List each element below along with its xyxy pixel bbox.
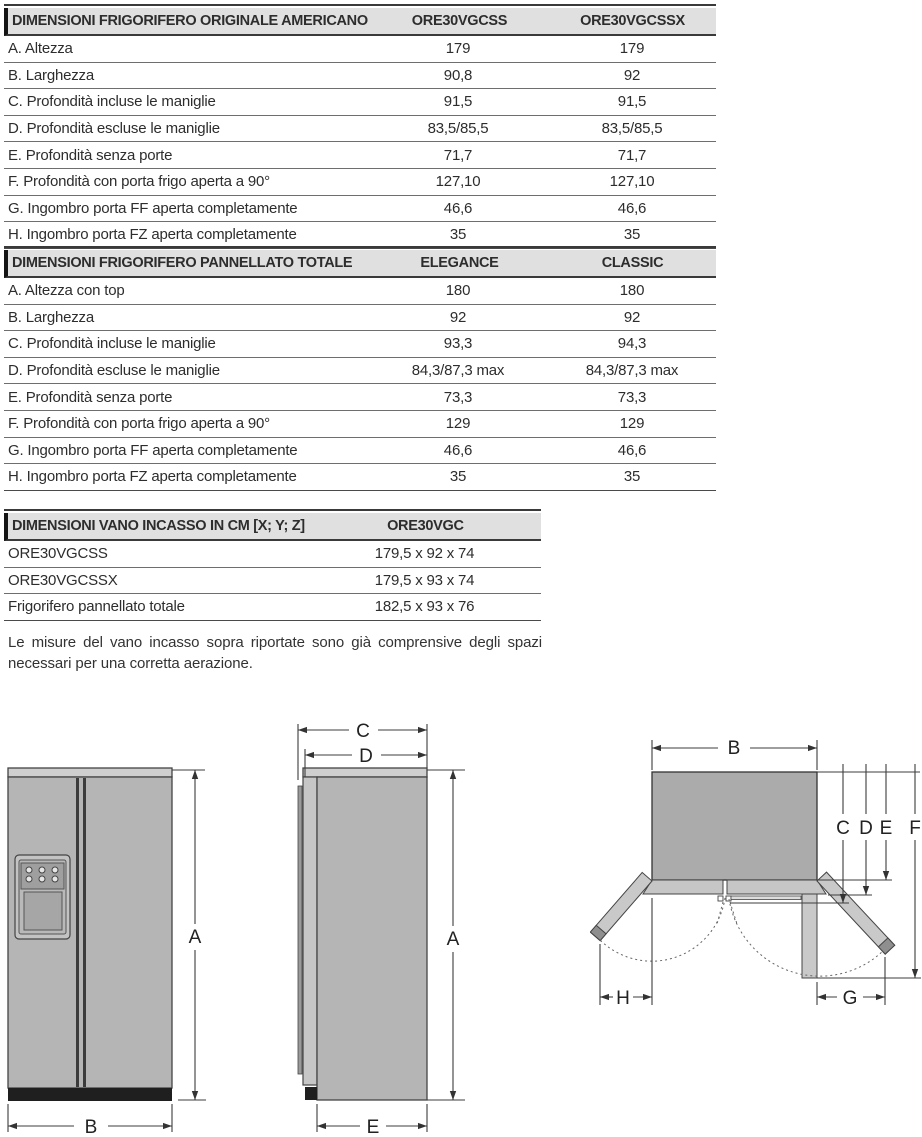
row-value: 83,5/85,5: [601, 120, 663, 138]
row-label: G. Ingombro porta FF aperta completamente: [8, 199, 298, 217]
door-ff-open-90: [802, 894, 817, 978]
table-row: [4, 305, 716, 332]
row-label: ORE30VGCSSX: [8, 571, 118, 589]
row-label: Frigorifero pannellato totale: [8, 598, 185, 616]
table-row: [4, 464, 716, 491]
table-row: [4, 36, 716, 63]
row-label: C. Profondità incluse le maniglie: [8, 335, 216, 353]
row-label: B. Larghezza: [8, 308, 94, 326]
row-value: 84,3/87,3 max: [411, 362, 505, 380]
dimension-label-B: B: [84, 1117, 98, 1137]
door-ff-open: [817, 872, 895, 954]
table-row: [4, 196, 716, 223]
table-header: [4, 513, 541, 541]
table-row: [4, 411, 716, 438]
fridge-side-view: [298, 768, 427, 1100]
row-label: ORE30VGCSS: [8, 545, 108, 563]
dimension-label-H: H: [616, 988, 630, 1009]
row-value: 73,3: [617, 388, 647, 406]
row-value: 179: [445, 40, 471, 58]
table-header: [4, 250, 716, 278]
row-value: 92: [449, 308, 467, 326]
table-header: [4, 8, 716, 36]
dimension-label-D: D: [359, 746, 373, 767]
hinge-detail: [718, 896, 723, 901]
dimension-label-B: B: [727, 738, 741, 759]
column-header: ORE30VGC: [387, 518, 464, 534]
row-value: 180: [445, 282, 471, 300]
table-row: [4, 594, 541, 621]
table-row: [4, 384, 716, 411]
fridge-front-view: [8, 768, 172, 1101]
row-label: D. Profondità escluse le maniglie: [8, 362, 220, 380]
table-row: [4, 541, 541, 568]
fridge-foot: [305, 1087, 317, 1100]
row-value: 92: [623, 66, 641, 84]
table-row: [4, 278, 716, 305]
table-row: [4, 438, 716, 465]
row-label: E. Profondità senza porte: [8, 388, 173, 406]
row-value: 91,5: [617, 93, 647, 111]
row-value: 180: [619, 282, 645, 300]
row-value: 73,3: [443, 388, 473, 406]
door-ff-open-180: [731, 896, 801, 900]
table-row: [4, 222, 716, 249]
row-value: 93,3: [443, 335, 473, 353]
dispenser-recess: [24, 892, 62, 930]
column-header: ELEGANCE: [420, 255, 499, 271]
row-label: H. Ingombro porta FZ aperta completamente: [8, 226, 297, 244]
table-row: [4, 169, 716, 196]
door-handle: [83, 778, 86, 1087]
column-header: CLASSIC: [601, 255, 664, 271]
row-value: 35: [623, 468, 641, 486]
row-label: G. Ingombro porta FF aperta completamente: [8, 441, 298, 459]
row-value: 91,5: [443, 93, 473, 111]
column-header: ORE30VGCSSX: [580, 13, 685, 29]
door-fz-closed: [643, 880, 723, 894]
table-row: [4, 89, 716, 116]
fridge-cabinet-top-view: [652, 772, 817, 880]
water-dispenser: [15, 855, 70, 939]
row-value: 46,6: [617, 441, 647, 459]
row-value: 94,3: [617, 335, 647, 353]
dimension-label-A: A: [188, 927, 202, 948]
door-divider: [76, 778, 79, 1087]
row-value: 127,10: [609, 173, 655, 191]
dimension-label-E: E: [366, 1117, 380, 1137]
door-ff-closed: [727, 880, 826, 894]
door-handle: [298, 786, 302, 1074]
table-row: [4, 568, 541, 595]
row-label: A. Altezza: [8, 40, 73, 58]
table-vano-incasso: [4, 509, 541, 621]
fridge-top-cap: [8, 768, 172, 777]
table-title: DIMENSIONI FRIGORIFERO ORIGINALE AMERICANO: [12, 13, 368, 29]
row-label: A. Altezza con top: [8, 282, 125, 300]
row-value: 46,6: [617, 199, 647, 217]
door-swing-arcs: [600, 898, 883, 976]
dimension-label-D: D: [859, 818, 873, 839]
row-value: 179,5 x 93 x 74: [374, 571, 475, 589]
diagram-front-view: [0, 700, 230, 1137]
column-header: ORE30VGCSS: [411, 13, 508, 29]
diagram-top-view: [590, 700, 922, 1137]
row-value: 92: [623, 308, 641, 326]
row-label: D. Profondità escluse le maniglie: [8, 120, 220, 138]
diagram-side-view: [280, 700, 480, 1137]
table-row: [4, 63, 716, 90]
table-frigorifero-pannellato: [4, 246, 716, 491]
row-value: 129: [445, 415, 471, 433]
row-value: 71,7: [443, 146, 473, 164]
table-title: DIMENSIONI FRIGORIFERO PANNELLATO TOTALE: [12, 255, 353, 271]
fridge-base: [8, 1088, 172, 1101]
hinge-detail: [726, 896, 731, 901]
row-value: 179: [619, 40, 645, 58]
row-value: 84,3/87,3 max: [585, 362, 679, 380]
table-frigorifero-americano: [4, 4, 716, 249]
row-value: 90,8: [443, 66, 473, 84]
row-value: 179,5 x 92 x 74: [374, 545, 475, 563]
table-title: DIMENSIONI VANO INCASSO IN CM [X; Y; Z]: [12, 518, 305, 534]
row-value: 35: [623, 226, 641, 244]
fridge-door-side: [303, 777, 317, 1085]
row-label: C. Profondità incluse le maniglie: [8, 93, 216, 111]
row-label: B. Larghezza: [8, 66, 94, 84]
row-value: 182,5 x 93 x 76: [374, 598, 475, 616]
dimension-label-C: C: [356, 721, 370, 742]
row-value: 46,6: [443, 441, 473, 459]
dimension-label-F: F: [909, 818, 921, 839]
dimension-label-G: G: [842, 988, 858, 1009]
row-label: H. Ingombro porta FZ aperta completamente: [8, 468, 297, 486]
dimension-label-C: C: [836, 818, 850, 839]
fridge-body-side: [317, 777, 427, 1100]
row-value: 46,6: [443, 199, 473, 217]
aeration-note: Le misure del vano incasso sopra riportate sono già comprensive degli spazi necessari per una corretta aerazione.: [8, 634, 542, 672]
dimension-label-A: A: [446, 929, 460, 950]
row-label: E. Profondità senza porte: [8, 146, 173, 164]
row-value: 71,7: [617, 146, 647, 164]
row-label: F. Profondità con porta frigo aperta a 90°: [8, 415, 270, 433]
table-row: [4, 142, 716, 169]
row-value: 83,5/85,5: [427, 120, 489, 138]
door-fz-open: [590, 872, 652, 940]
table-row: [4, 358, 716, 385]
row-label: F. Profondità con porta frigo aperta a 90°: [8, 173, 270, 191]
dimension-label-E: E: [879, 818, 893, 839]
fridge-top-view: [590, 772, 894, 978]
row-value: 35: [449, 226, 467, 244]
row-value: 127,10: [435, 173, 481, 191]
table-row: [4, 116, 716, 143]
fridge-top-cap: [303, 768, 427, 777]
row-value: 129: [619, 415, 645, 433]
row-value: 35: [449, 468, 467, 486]
table-row: [4, 331, 716, 358]
